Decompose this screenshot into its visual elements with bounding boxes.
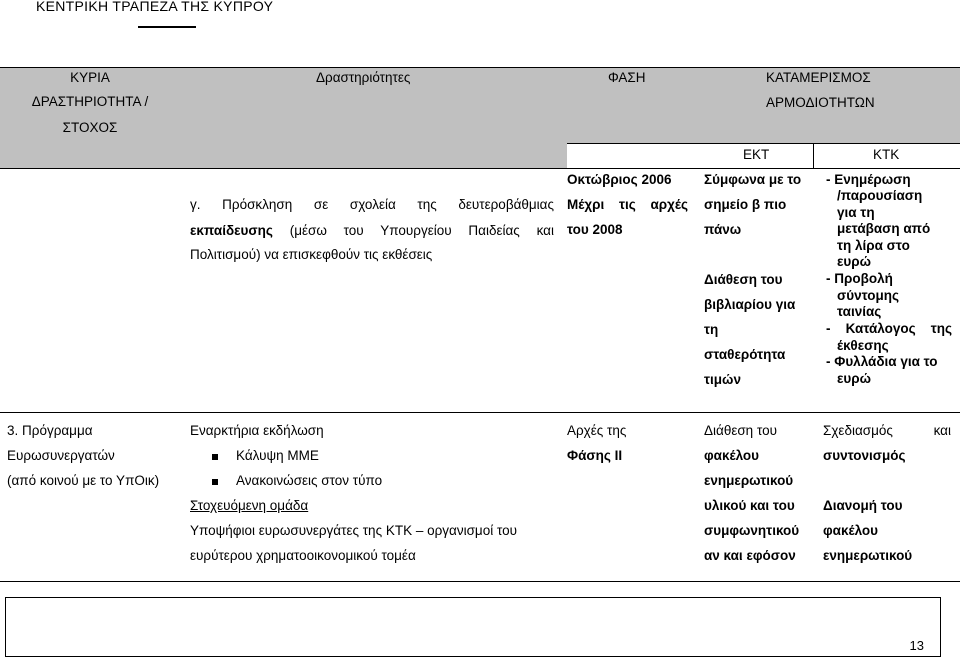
row-g-ekt-l4: Διάθεση του [704,272,783,287]
row-g-ktk-l11: έκθεσης [837,338,889,353]
row-g-ekt-l3: πάνω [704,222,742,237]
row-g-ktk-l9: ταινίας [837,304,882,319]
header-ktk: ΚΤΚ [873,147,900,162]
row-3-phase-l1: Αρχές της [567,423,627,438]
row-3-ekt-l6: αν και εφόσον [704,548,796,563]
row-g-ekt-l1: Σύμφωνα με το [704,172,802,187]
row-3-activity-bullet1: Κάλυψη ΜΜΕ [236,448,319,463]
row-3-activity-l6: ευρύτερου χρηματοοικονομικού τομέα [190,548,416,563]
row-divider [0,412,960,413]
row-g-ktk-l2: /παρουσίαση [837,188,923,203]
row-3-ktk-l3: Διανομή του [823,498,903,513]
row-g-letter: γ. [190,197,201,212]
bullet-icon [212,479,218,485]
subheader-border [567,143,960,144]
row-3-ktk-l2: συντονισμός [823,448,906,463]
row-g-ekt-l7: σταθερότητα [704,347,786,362]
row-g-phase-l2: Μέχρι τις αρχές [567,197,688,212]
table-bottom-border [0,581,960,582]
row-g-phase-l1: Οκτώβριος 2006 [567,172,672,187]
row-g-ktk-l7: - Προβολή [826,271,893,286]
row-g-ekt-l5: βιβλιαρίου για [704,297,796,312]
row-g-activity-text2: (μέσω του Υπουργείου Παιδείας και [289,223,554,238]
row-g-activity-text1: Πρόσκληση σε σχολεία της δευτεροβάθμιας [222,197,554,212]
table-header-band-left [0,143,567,168]
row-3-target-group: Στοχευόμενη ομάδα [190,498,309,513]
row-g-ekt-l6: τη [704,322,719,337]
row-g-ekt-l2: σημείο β πιο [704,197,787,212]
header-underline [138,26,196,28]
row-3-ekt-l5: συμφωνητικού [704,523,800,538]
row-g-activity-bold: εκπαίδευσης [190,223,273,238]
row-g-activity-line2 [190,223,554,238]
row-g-ktk-l1: - Ενημέρωση [826,172,911,187]
header-phase: ΦΑΣΗ [608,70,646,85]
row-g-ekt-l8: τιμών [704,372,741,387]
row-g-ktk-l5: τη λίρα στο [837,238,910,253]
row-g-activity-line1 [190,197,554,212]
row-g-phase-l3: του 2008 [567,222,623,237]
bullet-icon [212,454,218,460]
row-g-ktk-l10: - Κατάλογος της [826,321,952,336]
header-ekt: ΕΚΤ [743,147,770,162]
row-3-activity-bullet2: Ανακοινώσεις στον τύπο [236,473,383,488]
row-g-ktk-l12: - Φυλλάδια για το [826,354,938,369]
row-3-ktk-l4: φακέλου [823,523,879,538]
row-g-ktk-l3: για τη [837,205,875,220]
row-3-phase-l2: Φάσης ΙΙ [567,448,623,463]
row-3-activity-l1: Εναρκτήρια εκδήλωση [190,423,324,438]
header-main-activity-l1: ΚΥΡΙΑ [70,70,110,85]
ekt-ktk-divider [813,143,814,168]
row-3-main-l3: (από κοινού με το ΥπΟικ) [7,473,160,488]
header-bottom-border [0,168,960,169]
row-3-ktk-l1: Σχεδιασμός και [823,423,951,438]
row-3-main-l1: 3. Πρόγραμμα [7,423,93,438]
row-g-activity-line3: Πολιτισμού) να επισκεφθούν τις εκθέσεις [190,247,433,262]
header-responsibilities-l1: ΚΑΤΑΜΕΡΙΣΜΟΣ [766,70,871,85]
document-header-title: ΚΕΝΤΡΙΚΗ ΤΡΑΠΕΖΑ ΤΗΣ ΚΥΠΡΟΥ [36,0,274,14]
row-3-ktk-l5: ενημερωτικού [823,548,913,563]
row-3-activity-l5: Υποψήφιοι ευρωσυνεργάτες της ΚΤΚ – οργανισμοί του [190,523,517,538]
page-footer-box [5,597,941,657]
header-main-activity-l3: ΣΤΟΧΟΣ [62,120,118,135]
row-g-ktk-l4: μετάβαση από [837,221,931,236]
page-number: 13 [909,638,924,653]
row-3-main-l2: Ευρωσυνεργατών [7,448,115,463]
row-3-ekt-l3: ενημερωτικού [704,473,794,488]
header-activities: Δραστηριότητες [316,70,411,85]
row-g-ktk-l6: ευρώ [837,254,872,269]
row-3-ekt-l2: φακέλου [704,448,760,463]
row-g-ktk-l13: ευρώ [837,371,872,386]
header-responsibilities-l2: ΑΡΜΟΔΙΟΤΗΤΩΝ [766,95,875,110]
table-top-border [0,67,960,68]
row-g-ktk-l8: σύντομης [837,288,900,303]
row-3-ekt-l1: Διάθεση του [704,423,777,438]
header-main-activity-l2: ΔΡΑΣΤΗΡΙΟΤΗΤΑ / [31,94,149,109]
row-3-ekt-l4: υλικού και του [704,498,795,513]
